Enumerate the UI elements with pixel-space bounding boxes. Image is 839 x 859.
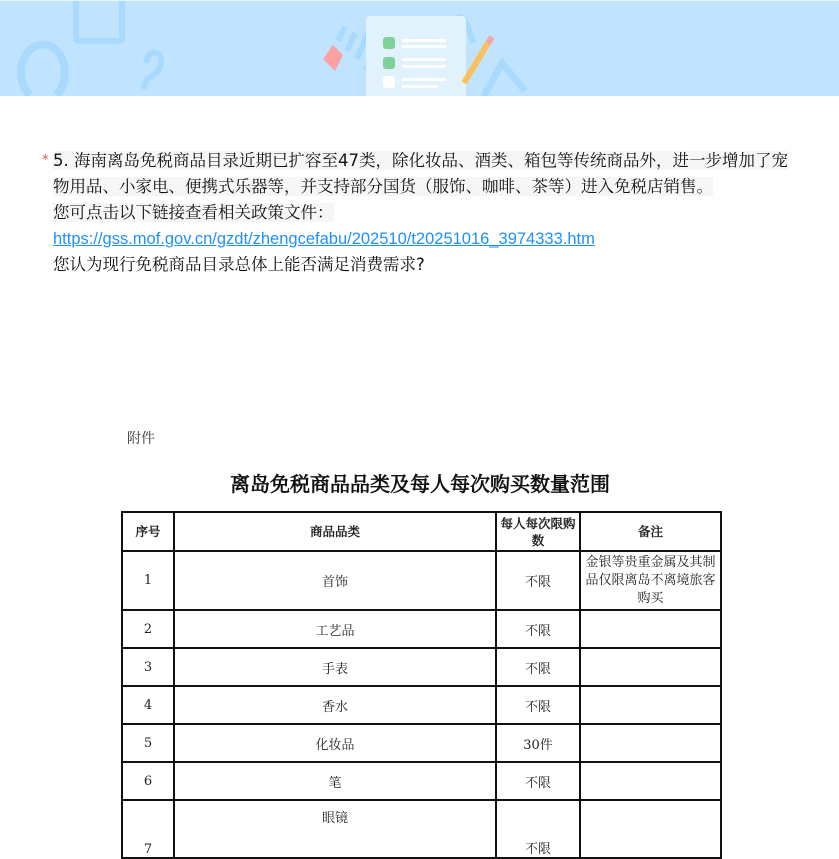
cell-limit: 不限 xyxy=(496,551,580,610)
question-number: 5. xyxy=(53,151,69,170)
required-mark: * xyxy=(42,153,49,168)
cell-note: 金银等贵重金属及其制品仅限离岛不离境旅客购买 xyxy=(580,551,721,610)
cell-limit: 不限 xyxy=(496,686,580,724)
attachment-label: 附件 xyxy=(127,431,155,447)
cell-note xyxy=(580,648,721,686)
cell-category: 工艺品 xyxy=(174,610,496,648)
cell-category: 眼镜 xyxy=(174,800,496,858)
attachment-table xyxy=(121,511,722,859)
cell-no: 4 xyxy=(122,686,174,724)
cell-note xyxy=(580,800,721,858)
cell-category: 笔 xyxy=(174,762,496,800)
cell-no: 6 xyxy=(122,762,174,800)
cell-note xyxy=(580,686,721,724)
policy-link[interactable]: https://gss.mof.gov.cn/gzdt/zhengcefabu/202510/t20251016_3974333.htm xyxy=(53,230,595,248)
cell-category: 化妆品 xyxy=(174,724,496,762)
header-note: 备注 xyxy=(580,512,721,551)
cell-no: 3 xyxy=(122,648,174,686)
cell-category: 首饰 xyxy=(174,551,496,610)
table-row xyxy=(122,610,721,648)
table-row xyxy=(122,648,721,686)
cell-category: 香水 xyxy=(174,686,496,724)
cell-limit: 不限 xyxy=(496,648,580,686)
cell-note xyxy=(580,762,721,800)
header-limit: 每人每次限购数 xyxy=(496,512,580,551)
question-prompt: 您认为现行免税商品目录总体上能否满足消费需求? xyxy=(53,255,425,274)
cell-limit: 不限 xyxy=(496,800,580,858)
cell-category: 手表 xyxy=(174,648,496,686)
cell-limit: 不限 xyxy=(496,762,580,800)
header-category: 商品品类 xyxy=(174,512,496,551)
cell-note xyxy=(580,610,721,648)
question-text: 海南离岛免税商品目录近期已扩容至47类，除化妆品、酒类、箱包等传统商品外，进一步增加了宠物用品、小家电、便携式乐器等，并支持部分国货（服饰、咖啡、茶等）进入免税店销售。 xyxy=(53,151,788,196)
table-row xyxy=(122,551,721,610)
cell-limit: 30件 xyxy=(496,724,580,762)
question-block xyxy=(42,148,793,278)
cell-note xyxy=(580,724,721,762)
cell-no: 2 xyxy=(122,610,174,648)
table-header-row xyxy=(122,512,721,551)
attachment-title: 离岛免税商品品类及每人每次购买数量范围 xyxy=(230,472,610,496)
cell-no: 7 xyxy=(122,800,174,858)
header-banner xyxy=(0,0,839,96)
cell-no: 5 xyxy=(122,724,174,762)
table-row xyxy=(122,800,721,858)
survey-illustration xyxy=(0,1,839,96)
table-row xyxy=(122,724,721,762)
cell-no: 1 xyxy=(122,551,174,610)
table-row xyxy=(122,686,721,724)
table-row xyxy=(122,762,721,800)
cell-limit: 不限 xyxy=(496,610,580,648)
link-intro: 您可点击以下链接查看相关政策文件： xyxy=(53,203,334,222)
header-no: 序号 xyxy=(122,512,174,551)
